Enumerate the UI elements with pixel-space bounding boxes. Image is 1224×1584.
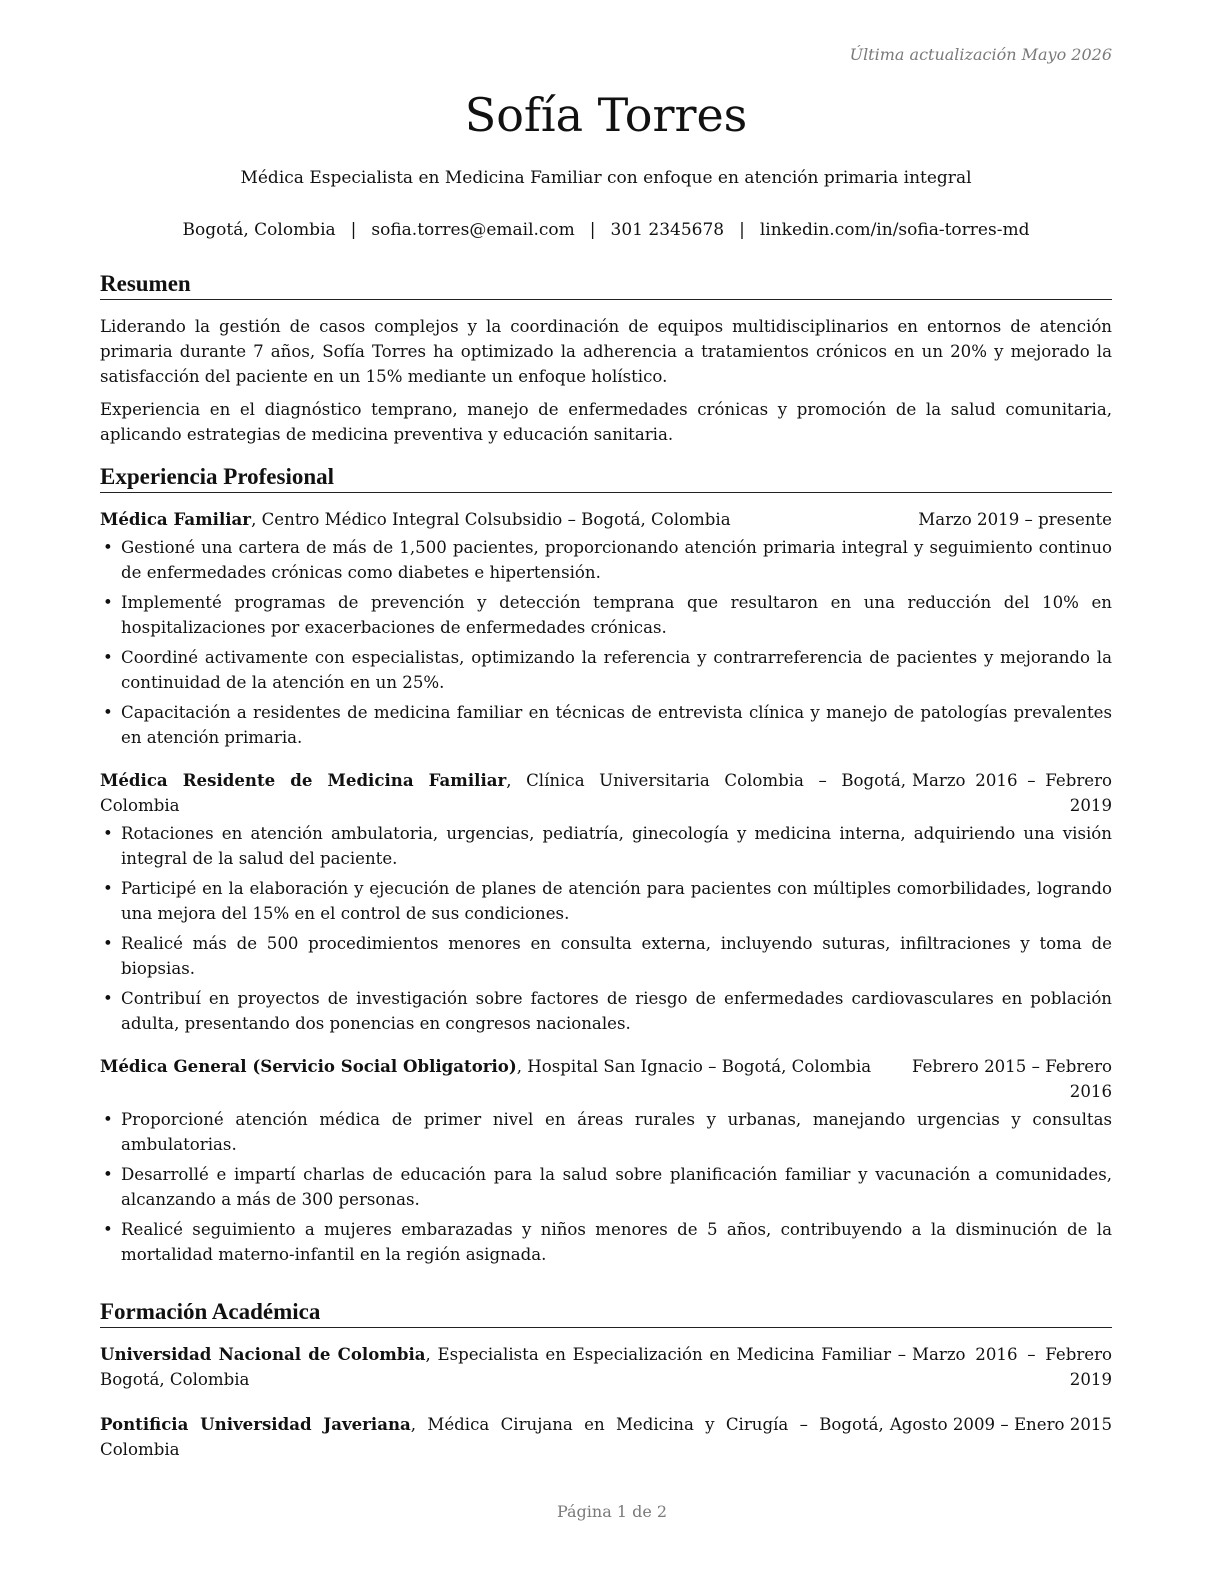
headline: Médica Especialista en Medicina Familiar con enfoque en atención primaria integral — [240, 168, 972, 188]
education-title-line — [100, 1342, 912, 1392]
job-entry — [100, 1054, 1112, 1267]
job-bullets — [100, 535, 1112, 750]
contact-line — [100, 220, 1112, 240]
bullet-text: Capacitación a residentes de medicina familiar en técnicas de entrevista clínica y manejo de patologías prevalentes en atención primaria. — [121, 703, 1112, 747]
bullet-icon: • — [103, 824, 113, 843]
bullet-item — [100, 700, 1112, 750]
bullet-item — [100, 645, 1112, 695]
bullet-text: Contribuí en proyectos de investigación sobre factores de riesgo de enfermedades cardiovasculares en población adulta, presentando dos ponencias en congresos nacionales. — [121, 989, 1112, 1033]
job-dates: Marzo 2019 – presente — [918, 510, 1112, 529]
bullet-icon: • — [103, 989, 113, 1008]
education-dates: Agosto 2009 – Enero 2015 — [889, 1415, 1112, 1434]
job-entry — [100, 768, 1112, 1036]
bullet-text: Proporcioné atención médica de primer nivel en áreas rurales y urbanas, manejando urgencias y consultas ambulatorias. — [121, 1110, 1112, 1154]
summary-section — [100, 270, 1112, 455]
education-detail: , Médica Cirujana en Medicina y Cirugía – Bogotá, Colombia — [100, 1415, 884, 1459]
job-role: Médica Familiar — [100, 509, 252, 529]
job-bullets — [100, 1107, 1112, 1267]
bullet-icon: • — [103, 538, 113, 557]
education-detail: , Especialista en Especialización en Medicina Familiar – Bogotá, Colombia — [100, 1345, 906, 1389]
job-dates: Marzo 2016 – Febrero 2019 — [912, 771, 1112, 815]
job-place: , Centro Médico Integral Colsubsidio – Bogotá, Colombia — [251, 510, 731, 529]
bullet-item — [100, 1162, 1112, 1212]
job-dates: Febrero 2015 – Febrero 2016 — [912, 1057, 1112, 1101]
contact-email[interactable]: sofia.torres@email.com — [371, 220, 575, 240]
contact-separator: | — [589, 220, 596, 240]
bullet-text: Gestioné una cartera de más de 1,500 pacientes, proporcionando atención primaria integral y seguimiento continuo de enfermedades crónicas como diabetes e hipertensión. — [121, 538, 1112, 582]
bullet-item — [100, 535, 1112, 585]
job-header — [100, 507, 1112, 532]
summary-paragraph: Experiencia en el diagnóstico temprano, manejo de enfermedades crónicas y promoción de la salud comunitaria, aplicando estrategias de medicina preventiva y educación sanitaria. — [100, 400, 1112, 444]
bullet-icon: • — [103, 1220, 113, 1239]
job-header — [100, 1054, 1112, 1104]
job-title-line — [100, 768, 912, 818]
bullet-text: Participé en la elaboración y ejecución de planes de atención para pacientes con múltiples comorbilidades, logrando una mejora del 15% en el control de sus condiciones. — [121, 879, 1112, 923]
job-entry — [100, 507, 1112, 750]
bullet-item — [100, 876, 1112, 926]
candidate-name: Sofía Torres — [464, 88, 748, 142]
page-number: Página 1 de 2 — [556, 1502, 668, 1521]
contact-linkedin[interactable]: linkedin.com/in/sofia-torres-md — [759, 220, 1030, 240]
section-title-summary: Resumen — [100, 270, 1112, 300]
bullet-item — [100, 1217, 1112, 1267]
bullet-item — [100, 931, 1112, 981]
job-header — [100, 768, 1112, 818]
job-place: , Hospital San Ignacio – Bogotá, Colombia — [516, 1057, 872, 1076]
bullet-icon: • — [103, 879, 113, 898]
bullet-item — [100, 986, 1112, 1036]
last-updated: Última actualización Mayo 2026 — [849, 45, 1112, 64]
bullet-item — [100, 1107, 1112, 1157]
education-entry — [100, 1342, 1112, 1392]
education-institution: Universidad Nacional de Colombia — [100, 1344, 426, 1364]
education-institution: Pontificia Universidad Javeriana — [100, 1414, 411, 1434]
bullet-text: Rotaciones en atención ambulatoria, urgencias, pediatría, ginecología y medicina interna, adquiriendo una visión integral de la salud del paciente. — [121, 824, 1112, 868]
job-bullets — [100, 821, 1112, 1036]
bullet-text: Desarrollé e impartí charlas de educación para la salud sobre planificación familiar y vacunación a comunidades, alcanzando a más de 300 personas. — [121, 1165, 1112, 1209]
bullet-text: Realicé seguimiento a mujeres embarazadas y niños menores de 5 años, contribuyendo a la disminución de la mortalidad materno-infantil en la región asignada. — [121, 1220, 1112, 1264]
job-title-line — [100, 1054, 912, 1079]
job-title-line — [100, 507, 918, 532]
education-section — [100, 1298, 1112, 1482]
section-title-education: Formación Académica — [100, 1298, 1112, 1328]
education-dates: Marzo 2016 – Febrero 2019 — [912, 1345, 1112, 1389]
education-entry — [100, 1412, 1112, 1462]
contact-separator: | — [350, 220, 357, 240]
contact-phone: 301 2345678 — [610, 220, 725, 240]
bullet-text: Realicé más de 500 procedimientos menores en consulta externa, incluyendo suturas, infiltraciones y toma de biopsias. — [121, 934, 1112, 978]
bullet-text: Implementé programas de prevención y detección temprana que resultaron en una reducción del 10% en hospitalizaciones por exacerbaciones de enfermedades crónicas. — [121, 593, 1112, 637]
bullet-icon: • — [103, 1110, 113, 1129]
education-title-line — [100, 1412, 890, 1462]
summary-paragraph: Liderando la gestión de casos complejos y la coordinación de equipos multidisciplinarios en entornos de atención primaria durante 7 años, Sofía Torres ha optimizado la adherencia a tratamientos crónicos en un 20% y mejorado la satisfacción del paciente en un 15% mediante un enfoque holístico. — [100, 317, 1112, 386]
bullet-text: Coordiné activamente con especialistas, optimizando la referencia y contrarreferencia de pacientes y mejorando la continuidad de la atención en un 25%. — [121, 648, 1112, 692]
bullet-icon: • — [103, 703, 113, 722]
job-place: , Clínica Universitaria Colombia – Bogotá, Colombia — [100, 771, 906, 815]
contact-location: Bogotá, Colombia — [182, 220, 336, 240]
bullet-item — [100, 590, 1112, 640]
bullet-item — [100, 821, 1112, 871]
bullet-icon: • — [103, 1165, 113, 1184]
experience-section — [100, 463, 1112, 1285]
contact-separator: | — [739, 220, 745, 240]
bullet-icon: • — [103, 593, 113, 612]
bullet-icon: • — [103, 934, 113, 953]
bullet-icon: • — [103, 648, 113, 667]
section-title-experience: Experiencia Profesional — [100, 463, 1112, 493]
job-role: Médica General (Servicio Social Obligatorio) — [100, 1056, 517, 1076]
job-role: Médica Residente de Medicina Familiar — [100, 770, 507, 790]
